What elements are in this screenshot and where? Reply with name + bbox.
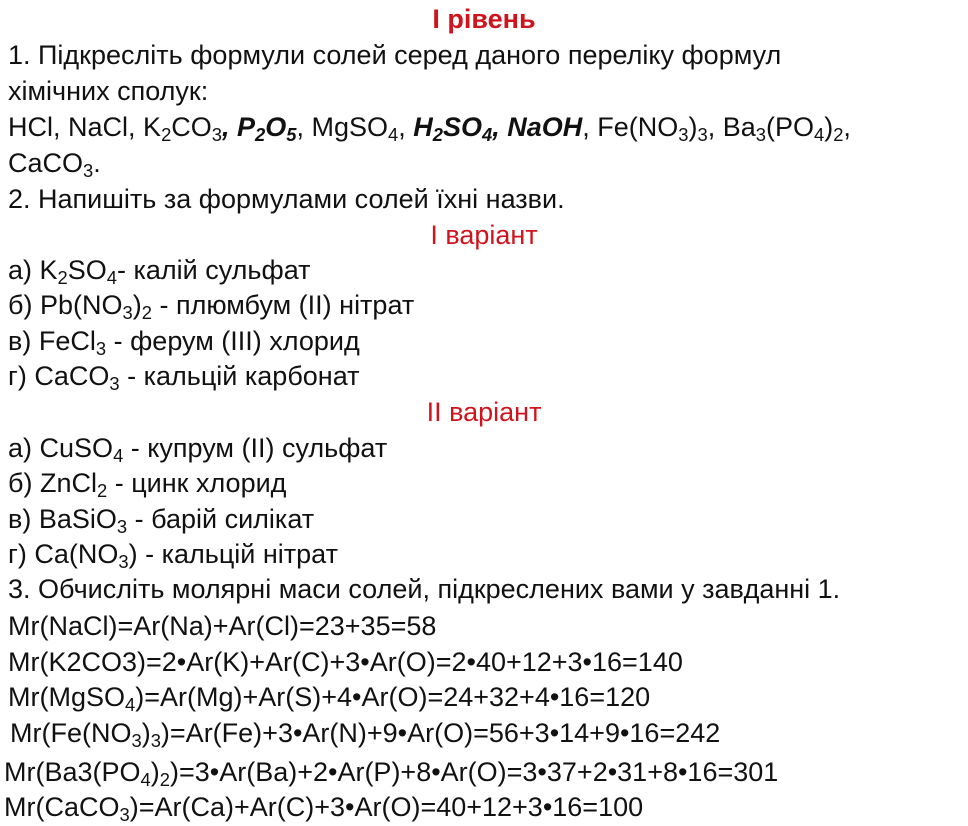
level-title: I рівень [432,4,536,34]
item-separator: - [123,433,148,463]
variant2-item-b [8,466,286,500]
formula-8: $Ba_3(PO_4)_2$ [722,112,844,146]
calc-ba3-po4-2: $Mr(Ba3(PO_4)_2)=3•Ar(Ba)+2•Ar(P)+8•Ar(O)=3•37+2•31+8•16=301$ [4,757,779,791]
item-formula: $Ca(NO_3)$ [34,539,138,573]
item-separator: - [117,255,134,285]
formula-0: HCl [8,112,53,142]
calc-caco3: Mr(CaCO$_3$)=Ar(Ca)+Ar(C)+3•Ar(O)=40+12+3•16=100 [4,792,644,826]
item-formula: ZnCl$_2$ [39,468,108,502]
item-letter: б) [8,290,33,320]
variant2-item-c [8,502,314,536]
formula-5: $H_2SO_4$ [413,112,493,146]
item-letter: в) [8,326,32,356]
separator: , [222,112,238,142]
formula-3: $P_2O_5$ [237,112,297,146]
calc-nacl: Mr(NaCl)=Ar(Na)+Ar(Cl)=23+35=58 [8,611,437,641]
separator: , [707,112,723,142]
item-separator: - [151,290,176,320]
item-name: ферум (III) хлорид [130,326,360,356]
item-name: купрум (II) сульфат [147,433,388,463]
item-name: кальцій нітрат [161,539,338,569]
separator: , [582,112,598,142]
separator: , [53,112,69,142]
item-name: барій силікат [151,504,315,534]
formula-9: CaCO$_3$ [8,148,94,182]
separator: , [843,112,851,142]
variant1-item-d [8,359,360,393]
item-letter: б) [8,468,33,498]
variant1-item-a [8,253,311,287]
item-letter: г) [8,361,27,391]
task1-formula-list [8,110,851,144]
item-formula: CaCO$_3$ [34,361,120,395]
item-separator: - [127,504,152,534]
variant2-title: II варіант [426,397,542,427]
task1-text-line2: хімічних сполук: [8,76,209,106]
item-letter: г) [8,539,27,569]
formula-1: NaCl [68,112,129,142]
separator: , [398,112,414,142]
calc-k2co3: Mr(K2CO3)=2•Ar(K)+Ar(C)+3•Ar(O)=2•40+12+3•16=140 [8,647,683,677]
item-name: кальцій карбонат [143,361,360,391]
item-letter: в) [8,504,32,534]
item-letter: а) [8,433,33,463]
task1-formula-list-cont [8,146,101,180]
calc-fe-no3-3: $Mr(Fe(NO_3)_3)=Ar(Fe)+3•Ar(N)+9•Ar(O)=56+3•14+9•16=242$ [10,718,721,752]
separator: , [128,112,144,142]
task1-text-line1: 1. Підкресліть формули солей серед даного переліку формул [8,40,782,70]
formula-7: $Fe(NO_3)_3$ [597,112,708,146]
variant1-item-c [8,324,360,358]
formula-4: MgSO$_4$ [311,112,399,146]
task2-text: 2. Напишіть за формулами солей їхні назви. [8,184,565,214]
formula-2: $K_2CO_3$ [143,112,222,146]
item-name: калій сульфат [133,255,311,285]
separator: , [492,112,508,142]
separator: , [296,112,312,142]
calc-mgso4: Mr(MgSO$_4$)=Ar(Mg)+Ar(S)+4•Ar(O)=24+32+4•16=120 [8,682,651,716]
item-formula: $Pb(NO_3)_2$ [39,290,152,324]
separator: . [93,148,101,178]
item-name: плюмбум (II) нітрат [175,290,415,320]
item-separator: - [107,468,132,498]
item-formula: BaSiO$_3$ [38,504,128,538]
item-formula: CuSO$_4$ [39,433,124,467]
task3-text: 3. Обчисліть молярні маси солей, підкреслених вами у завданні 1. [8,574,841,604]
item-separator: - [106,326,131,356]
variant1-title: I варіант [430,220,538,250]
variant2-item-d [8,537,338,571]
item-formula: $K_2SO_4$ [39,255,117,289]
formula-6: NaOH [507,112,583,142]
item-letter: а) [8,255,33,285]
item-formula: FeCl$_3$ [38,326,107,360]
item-separator: - [137,539,162,569]
variant1-item-b [8,288,414,322]
item-separator: - [119,361,144,391]
item-name: цинк хлорид [131,468,287,498]
variant2-item-a [8,431,387,465]
